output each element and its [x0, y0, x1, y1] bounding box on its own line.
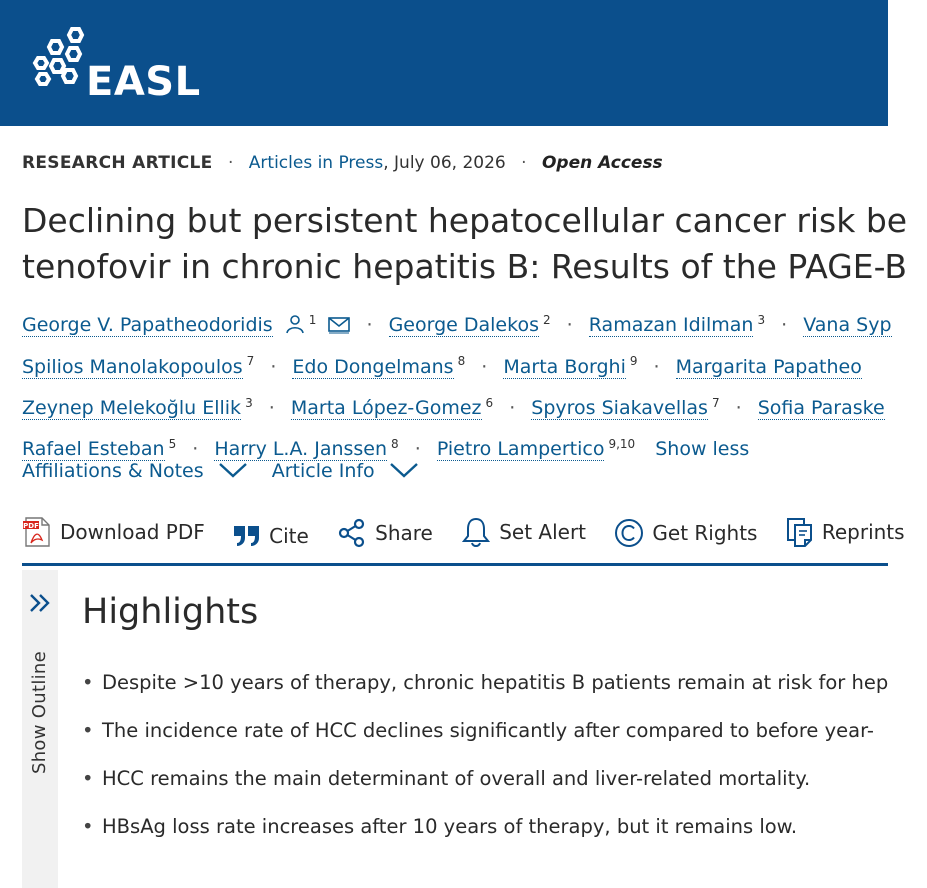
- affiliation-number: 5: [168, 436, 177, 451]
- article-info-label: Article Info: [271, 460, 375, 482]
- author-link[interactable]: Ramazan Idilman: [588, 314, 754, 337]
- highlights-list: [82, 664, 888, 856]
- author-separator: ·: [781, 314, 788, 337]
- affiliation-number: 3: [757, 313, 766, 327]
- reprints-icon: [786, 516, 814, 548]
- share-label: Share: [375, 521, 433, 545]
- open-access-label: Open Access: [541, 153, 663, 173]
- affiliations-notes-toggle[interactable]: [22, 460, 266, 482]
- affiliation-number: 9: [629, 354, 638, 369]
- articles-in-press-link[interactable]: Articles in Press: [248, 153, 384, 173]
- publication-date: , July 06, 2026: [383, 153, 506, 173]
- affiliation-number: 8: [391, 436, 399, 451]
- article-toolbar: [22, 512, 927, 552]
- author-separator: ·: [268, 396, 275, 419]
- author-link[interactable]: Zeynep Melekoğlu Ellik: [22, 396, 242, 419]
- author-row: [22, 302, 922, 343]
- affiliations-notes-label: Affiliations & Notes: [22, 460, 204, 482]
- list-item: • The incidence rate of HCC declines significantly after compared to before year-: [82, 712, 888, 760]
- affiliation-number: 9,10: [608, 436, 636, 451]
- affiliation-number: 1: [308, 313, 317, 327]
- list-item: • HBsAg loss rate increases after 10 years of therapy, but it remains low.: [82, 808, 888, 856]
- author-link[interactable]: Marta López-Gomez: [290, 396, 482, 419]
- easl-logo[interactable]: [30, 26, 200, 106]
- show-less-link[interactable]: Show less: [655, 438, 750, 461]
- info-links: [22, 460, 437, 482]
- author-separator: ·: [509, 396, 516, 419]
- quote-icon: [233, 524, 261, 548]
- author-link[interactable]: Pietro Lampertico: [436, 438, 605, 461]
- share-icon: [337, 518, 367, 548]
- author-link[interactable]: Marta Borghi: [503, 355, 626, 378]
- author-link[interactable]: Margarita Papatheo: [675, 355, 862, 378]
- cite-button[interactable]: [233, 516, 309, 556]
- affiliation-number: 2: [542, 313, 551, 327]
- pdf-file-icon: [22, 516, 52, 548]
- double-chevron-right-icon[interactable]: [28, 592, 52, 614]
- author-separator: ·: [735, 396, 742, 419]
- author-link[interactable]: Vana Syp: [803, 314, 892, 337]
- email-icon[interactable]: [328, 316, 350, 334]
- author-separator: ·: [414, 438, 421, 461]
- article-type: RESEARCH ARTICLE: [22, 153, 213, 173]
- svg-text:PDF: PDF: [23, 522, 39, 530]
- author-separator: ·: [481, 355, 488, 378]
- article-meta: [22, 153, 663, 173]
- author-link[interactable]: Sofia Paraske: [757, 396, 885, 419]
- author-link[interactable]: Edo Dongelmans: [292, 355, 454, 378]
- author-separator: ·: [653, 355, 660, 378]
- outline-sidebar[interactable]: [22, 570, 58, 888]
- set-alert-button[interactable]: [461, 512, 586, 552]
- chevron-down-icon: [389, 461, 419, 479]
- author-row: [22, 385, 922, 426]
- get-rights-button[interactable]: [614, 513, 757, 553]
- get-rights-label: Get Rights: [652, 521, 758, 545]
- article-info-toggle[interactable]: [272, 460, 437, 482]
- meta-separator: ·: [521, 153, 527, 173]
- section-divider: [22, 563, 888, 566]
- highlights-heading: Highlights: [82, 592, 259, 632]
- meta-separator: ·: [227, 153, 234, 173]
- reprints-button[interactable]: [786, 512, 905, 552]
- author-link[interactable]: Harry L.A. Janssen: [214, 438, 388, 461]
- author-row: [22, 343, 922, 384]
- download-pdf-button[interactable]: [22, 512, 205, 552]
- cite-label: Cite: [269, 524, 309, 548]
- affiliation-number: 8: [457, 354, 466, 369]
- list-item: • Despite >10 years of therapy, chronic hepatitis B patients remain at risk for hep: [82, 664, 888, 712]
- author-separator: ·: [566, 314, 573, 337]
- download-pdf-label: Download PDF: [60, 520, 205, 544]
- reprints-label: Reprints: [821, 520, 905, 544]
- show-outline-label: Show Outline: [29, 650, 50, 774]
- author-list: [22, 302, 922, 467]
- author-separator: ·: [192, 438, 199, 461]
- author-link[interactable]: Spilios Manolakopoulos: [22, 355, 243, 378]
- share-button[interactable]: [337, 513, 433, 553]
- affiliation-number: 7: [246, 354, 255, 369]
- bell-icon: [461, 516, 491, 548]
- copyright-icon: [614, 518, 644, 548]
- author-link[interactable]: Rafael Esteban: [22, 438, 165, 461]
- affiliation-number: 3: [245, 395, 253, 410]
- affiliation-number: 6: [485, 395, 494, 410]
- author-link[interactable]: George V. Papatheodoridis: [22, 314, 273, 337]
- list-item: • HCC remains the main determinant of overall and liver-related mortality.: [82, 760, 888, 808]
- logo-text: EASL: [86, 59, 201, 105]
- article-title-line-2: tenofovir in chronic hepatitis B: Results of the PAGE-B: [22, 247, 907, 286]
- person-icon: [285, 314, 305, 334]
- set-alert-label: Set Alert: [499, 520, 587, 544]
- author-link[interactable]: Spyros Siakavellas: [531, 396, 708, 419]
- article-title-line-1: Declining but persistent hepatocellular cancer risk be: [22, 201, 908, 240]
- chevron-down-icon: [218, 461, 248, 479]
- author-link[interactable]: George Dalekos: [388, 314, 539, 337]
- author-separator: ·: [270, 355, 277, 378]
- author-separator: ·: [366, 314, 373, 337]
- article-title: [22, 198, 922, 290]
- site-header: [0, 0, 888, 126]
- affiliation-number: 7: [711, 395, 720, 410]
